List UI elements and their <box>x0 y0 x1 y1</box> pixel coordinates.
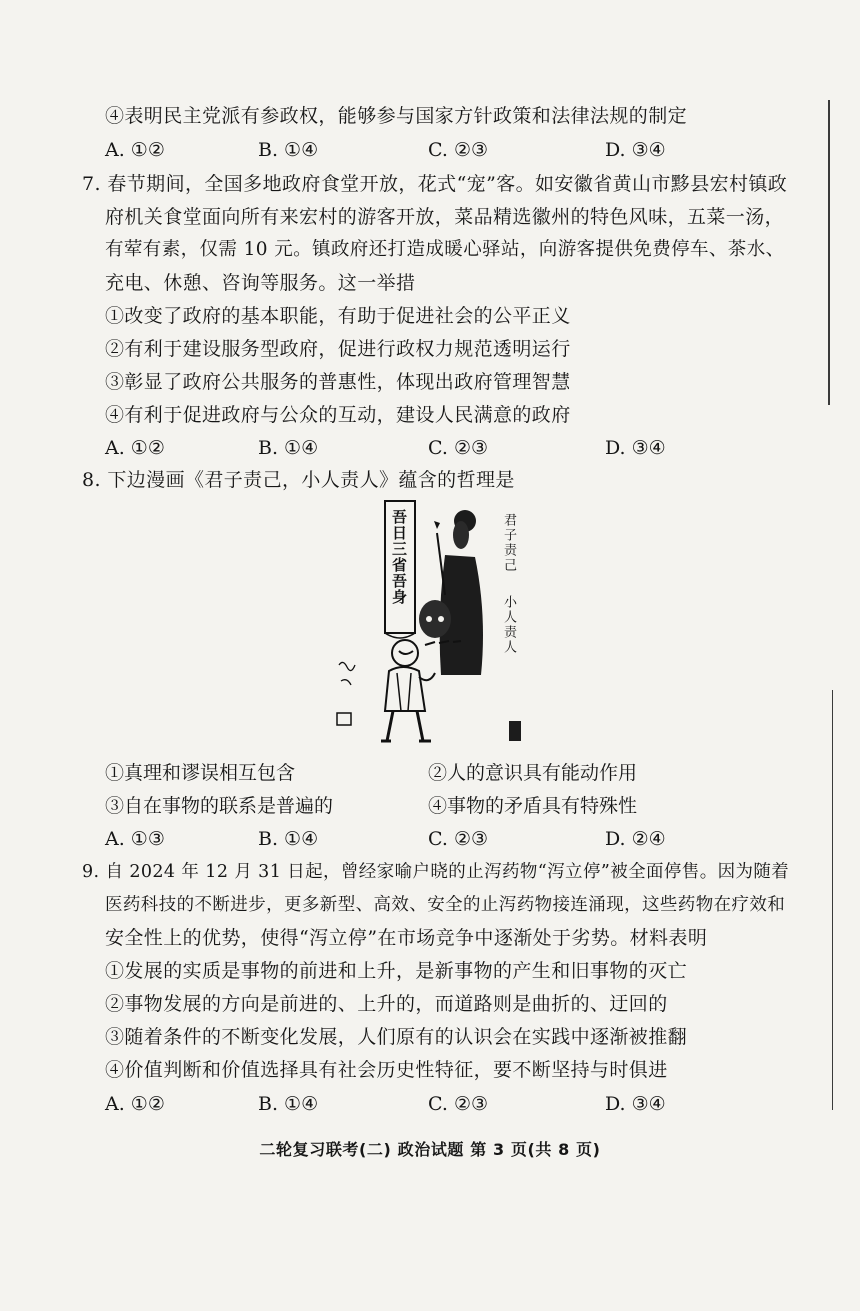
scan-edge-line <box>828 100 830 405</box>
choice-a[interactable]: A. ①② <box>105 1093 165 1115</box>
q9-option: ②事物发展的方向是前进的、上升的，而道路则是曲折的、迂回的 <box>105 993 668 1015</box>
choice-d[interactable]: D. ②④ <box>605 828 666 850</box>
q8-options-row-2 <box>105 793 825 819</box>
choice-a[interactable]: A. ①② <box>105 139 165 161</box>
q9-option: ①发展的实质是事物的前进和上升，是新事物的产生和旧事物的灭亡 <box>105 960 688 982</box>
choice-d[interactable]: D. ③④ <box>605 139 666 161</box>
choice-c[interactable]: C. ②③ <box>428 437 489 459</box>
q8-option: ②人的意识具有能动作用 <box>428 762 638 784</box>
q8-options-row-1 <box>105 760 825 786</box>
cartoon-illustration <box>333 495 533 750</box>
choice-a[interactable]: A. ①③ <box>105 828 165 850</box>
choice-b[interactable]: B. ①④ <box>258 828 319 850</box>
q9-option: ④价值判断和价值选择具有社会历史性特征，要不断坚持与时俱进 <box>105 1059 668 1081</box>
choice-b[interactable]: B. ①④ <box>258 1093 319 1115</box>
q6-choices <box>105 137 805 163</box>
q7-stem-line: 有荤有素，仅需 10 元。镇政府还打造成暖心驿站，向游客提供免费停车、茶水、 <box>105 239 785 260</box>
q8-option: ①真理和谬误相互包含 <box>105 762 296 784</box>
choice-a[interactable]: A. ①② <box>105 437 165 459</box>
q7-stem-line: 充电、休憩、咨询等服务。这一举措 <box>105 272 416 294</box>
choice-d[interactable]: D. ③④ <box>605 1093 666 1115</box>
q7-option: ②有利于建设服务型政府，促进行政权力规范透明运行 <box>105 338 571 360</box>
cartoon-caption-bottom: 小人责人 <box>501 595 516 655</box>
page-footer: 二轮复习联考(二) 政治试题 第 3 页(共 8 页) <box>259 1140 601 1159</box>
q8-choices <box>105 826 805 852</box>
choice-d[interactable]: D. ③④ <box>605 437 666 459</box>
choice-c[interactable]: C. ②③ <box>428 1093 489 1115</box>
q9-option: ③随着条件的不断变化发展，人们原有的认识会在实践中逐渐被推翻 <box>105 1026 688 1048</box>
q7-stem-line: 7. 春节期间，全国多地政府食堂开放，花式“宠”客。如安徽省黄山市黟县宏村镇政 <box>82 173 788 195</box>
choice-b[interactable]: B. ①④ <box>258 139 319 161</box>
q9-stem-line: 9. 自 2024 年 12 月 31 日起，曾经家喻户晓的止泻药物“泻立停”被全面停售。因为随着 <box>82 862 790 882</box>
q8-option: ④事物的矛盾具有特殊性 <box>428 795 638 817</box>
q9-choices <box>105 1091 805 1117</box>
q7-option: ①改变了政府的基本职能，有助于促进社会的公平正义 <box>105 305 571 327</box>
q8-stem: 8. 下边漫画《君子责己，小人责人》蕴含的哲理是 <box>82 469 515 491</box>
q7-choices <box>105 435 805 461</box>
q9-stem-line: 医药科技的不断进步，更多新型、高效、安全的止泻药物接连涌现，这些药物在疗效和 <box>105 895 786 915</box>
q7-option: ③彰显了政府公共服务的普惠性，体现出政府管理智慧 <box>105 371 571 393</box>
q7-option: ④有利于促进政府与公众的互动，建设人民满意的政府 <box>105 404 571 426</box>
choice-b[interactable]: B. ①④ <box>258 437 319 459</box>
cartoon-banner-text: 吾日三省吾身 <box>390 509 408 605</box>
q6-option-4: ④表明民主党派有参政权，能够参与国家方针政策和法律法规的制定 <box>105 105 688 127</box>
q7-stem-line: 府机关食堂面向所有来宏村的游客开放，菜品精选徽州的特色风味，五菜一汤， <box>105 206 785 228</box>
q8-option: ③自在事物的联系是普遍的 <box>105 795 334 817</box>
scan-edge-line <box>832 690 833 1110</box>
choice-c[interactable]: C. ②③ <box>428 828 489 850</box>
choice-c[interactable]: C. ②③ <box>428 139 489 161</box>
cartoon-caption-top: 君子责己 <box>501 513 516 573</box>
q9-stem-line: 安全性上的优势，使得“泻立停”在市场竞争中逐渐处于劣势。材料表明 <box>105 927 708 949</box>
